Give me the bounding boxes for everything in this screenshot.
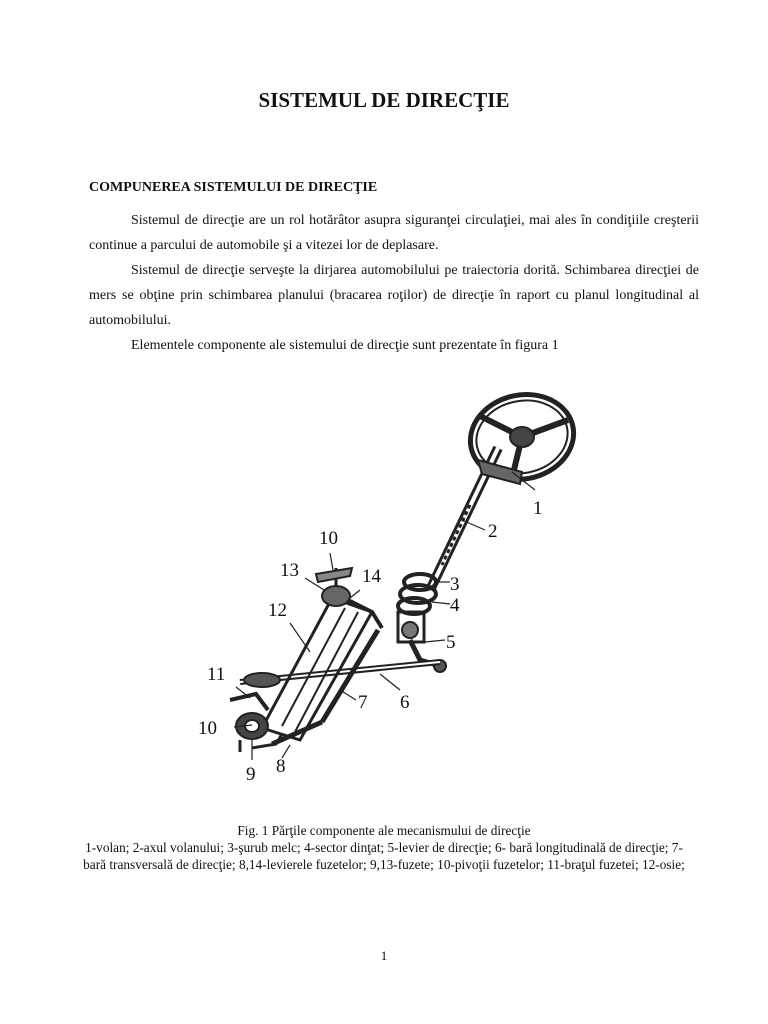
label-11: 11 [207,664,226,685]
label-9: 9 [246,764,256,785]
label-2: 2 [488,521,498,542]
label-8: 8 [276,756,286,777]
caption-title: Fig. 1 Părţile componente ale mecanismului de direcţie [237,823,531,838]
paragraph-3: Elementele componente ale sistemului de direcţie sunt prezentate în figura 1 [131,338,559,353]
label-10-bottom: 10 [198,718,217,739]
steering-column-drawing [430,448,522,590]
caption-text: 1-volan; 2-axul volanului; 3-şurub melc; 4-sector dinţat; 5-levier de direcţie; 6- bară longitudinală de direcţie; 7- bară transversală de direcţie; 8,14-levierele fuzetelor; 9,13-fuzete; 10-pivoţii fuzetelor; 11-braţul fuzetei; 12-osie; [83,840,685,872]
section-heading: COMPUNEREA SISTEMULUI DE DIRECŢIE [89,180,378,195]
figure-caption [80,822,688,873]
steering-system-figure [190,378,590,788]
label-12: 12 [268,600,287,621]
page-title: SISTEMUL DE DIRECŢIE [258,88,510,112]
label-5: 5 [446,632,456,653]
paragraph-2: Sistemul de direcţie serveşte la dirjarea automobilului pe traiectoria dorită. Schimbarea direcţiei de mers se obţine prin schimbarea planului (bracarea roţilor) de direcţie în raport cu planul longitudinal al automobilului. [89,263,699,328]
label-14: 14 [362,566,381,587]
drag-link-drawing [240,662,440,687]
label-1: 1 [533,498,543,519]
page-number: 1 [380,948,388,963]
label-4: 4 [450,595,460,616]
label-3: 3 [450,574,460,595]
body-text [89,208,699,358]
label-6: 6 [400,692,410,713]
paragraph-1: Sistemul de direcţie are un rol hotărâtor asupra siguranţei circulaţiei, mai ales în condiţiile creşterii continue a parcului de automobile şi a vitezei lor de deplasare. [89,213,699,253]
label-13: 13 [280,560,299,581]
label-7: 7 [358,692,368,713]
label-10-top: 10 [319,528,338,549]
